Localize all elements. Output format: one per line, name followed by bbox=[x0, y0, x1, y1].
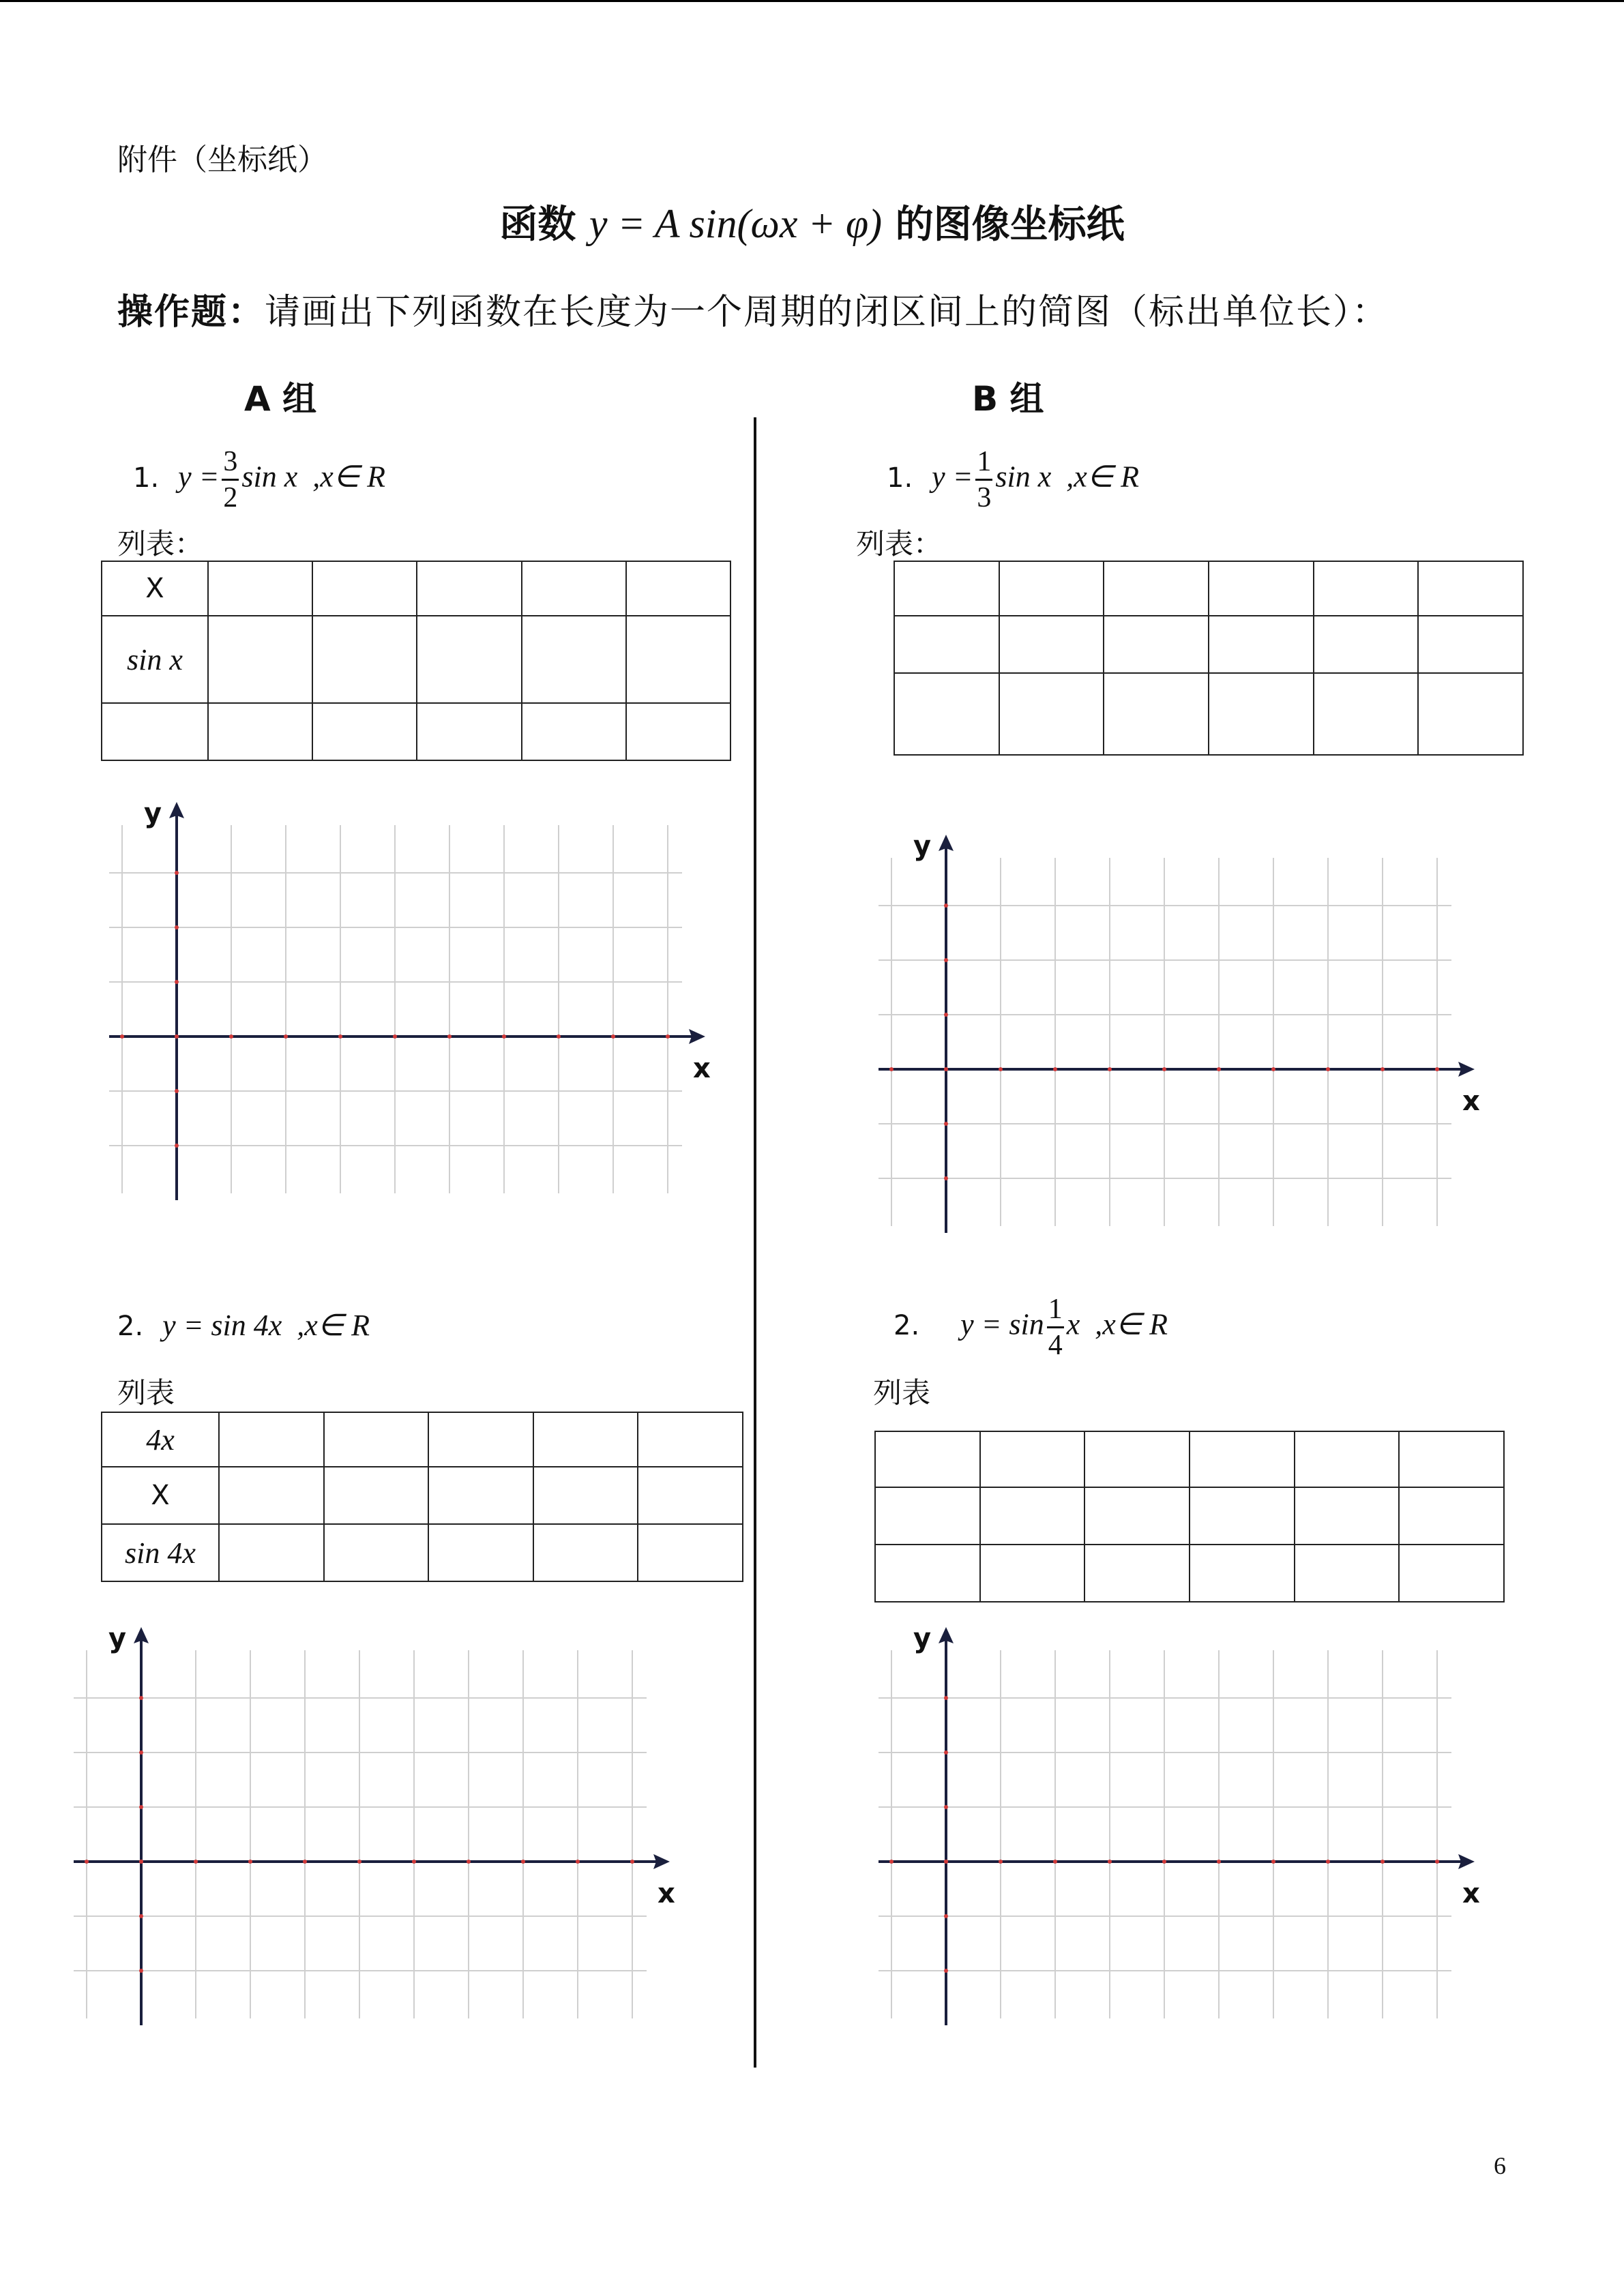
table-cell[interactable] bbox=[999, 561, 1104, 616]
axis-tick bbox=[139, 1696, 143, 1700]
table-cell[interactable] bbox=[999, 616, 1104, 673]
axis-tick bbox=[1217, 1860, 1221, 1864]
table-cell[interactable] bbox=[208, 616, 312, 703]
b2-number: 2. bbox=[894, 1309, 920, 1341]
b2-fraction bbox=[1047, 1292, 1064, 1362]
b2-domain: ,x∈ R bbox=[1095, 1307, 1168, 1341]
column-divider bbox=[754, 417, 756, 2068]
axis-tick bbox=[944, 1805, 948, 1809]
axis-tick bbox=[467, 1860, 471, 1864]
table-cell[interactable] bbox=[1314, 673, 1419, 755]
table-cell[interactable] bbox=[533, 1524, 638, 1581]
table-cell[interactable] bbox=[1104, 673, 1209, 755]
y-axis-label: y bbox=[144, 798, 162, 829]
table-cell[interactable] bbox=[533, 1412, 638, 1467]
axis-tick bbox=[944, 1067, 948, 1071]
b1-rhs: sin x bbox=[995, 460, 1052, 494]
b1-list-label: 列表： bbox=[856, 527, 943, 561]
a1-rhs: sin x bbox=[241, 460, 298, 494]
axis-tick bbox=[175, 871, 179, 875]
table-cell[interactable] bbox=[533, 1467, 638, 1524]
table-cell[interactable] bbox=[1418, 673, 1523, 755]
axis-tick bbox=[889, 1860, 894, 1864]
a2-row-label-2: X bbox=[102, 1467, 219, 1524]
axis-tick bbox=[175, 1089, 179, 1093]
b2-frac-num: 1 bbox=[1047, 1292, 1064, 1328]
b2-lhs: y = sin bbox=[960, 1307, 1044, 1341]
b1-frac-den: 3 bbox=[977, 482, 992, 513]
b1-domain: ,x∈ R bbox=[1066, 460, 1140, 494]
axis-tick bbox=[1381, 1067, 1385, 1071]
axis-tick bbox=[611, 1034, 615, 1039]
table-cell[interactable] bbox=[638, 1412, 743, 1467]
axis-tick bbox=[1271, 1860, 1275, 1864]
axis-tick bbox=[666, 1034, 670, 1039]
b2-rhs: x bbox=[1066, 1307, 1080, 1341]
axis-tick bbox=[248, 1860, 252, 1864]
table-cell[interactable] bbox=[219, 1412, 324, 1467]
axis-tick bbox=[1326, 1860, 1330, 1864]
table-cell[interactable] bbox=[875, 1431, 980, 1487]
axis-tick bbox=[175, 925, 179, 929]
y-axis-label: y bbox=[108, 1623, 127, 1654]
axis-tick bbox=[944, 1122, 948, 1126]
task-label: 操作题： bbox=[117, 291, 265, 333]
table-cell[interactable] bbox=[1084, 1431, 1190, 1487]
table-cell[interactable] bbox=[208, 561, 312, 616]
table-cell[interactable] bbox=[1314, 616, 1419, 673]
axis-tick bbox=[357, 1860, 361, 1864]
axis-tick bbox=[521, 1860, 525, 1864]
table-cell[interactable] bbox=[894, 673, 999, 755]
axis-tick bbox=[944, 904, 948, 908]
axis-tick bbox=[1217, 1067, 1221, 1071]
table-cell[interactable] bbox=[1190, 1487, 1295, 1545]
a1-row-label-1: X bbox=[102, 561, 208, 616]
axis-tick bbox=[944, 1013, 948, 1017]
axis-tick bbox=[1053, 1067, 1057, 1071]
table-cell[interactable] bbox=[324, 1467, 429, 1524]
table-cell[interactable] bbox=[875, 1487, 980, 1545]
axis-tick bbox=[1326, 1067, 1330, 1071]
x-axis-label: x bbox=[1462, 1878, 1480, 1909]
title-suffix: 的图像坐标纸 bbox=[882, 202, 1125, 247]
table-cell[interactable] bbox=[428, 1524, 533, 1581]
axis-tick bbox=[944, 1696, 948, 1700]
b2-frac-den: 4 bbox=[1048, 1330, 1063, 1361]
a2-row-label-3: sin 4x bbox=[102, 1524, 219, 1581]
b1-fraction bbox=[975, 445, 992, 515]
table-cell[interactable] bbox=[1104, 616, 1209, 673]
table-cell[interactable] bbox=[626, 561, 730, 616]
axis-tick bbox=[502, 1034, 506, 1039]
a2-table bbox=[101, 1412, 743, 1582]
table-cell[interactable] bbox=[1418, 616, 1523, 673]
table-cell[interactable] bbox=[219, 1524, 324, 1581]
axis-tick bbox=[447, 1034, 452, 1039]
axis-tick bbox=[944, 1176, 948, 1180]
axis-tick bbox=[557, 1034, 561, 1039]
table-cell[interactable] bbox=[312, 561, 417, 616]
axis-tick bbox=[412, 1860, 416, 1864]
a2-problem bbox=[117, 1308, 370, 1343]
table-cell[interactable] bbox=[1209, 616, 1314, 673]
b1-lhs: y = bbox=[932, 460, 973, 494]
axis-tick bbox=[120, 1034, 124, 1039]
title-prefix: 函数 bbox=[499, 202, 589, 247]
axis-tick bbox=[139, 1914, 143, 1918]
axis-tick bbox=[139, 1969, 143, 1973]
page-number: 6 bbox=[1494, 2152, 1506, 2179]
axis-tick bbox=[175, 1144, 179, 1148]
table-cell[interactable] bbox=[1295, 1487, 1400, 1545]
table-cell[interactable] bbox=[219, 1467, 324, 1524]
table-cell[interactable] bbox=[1209, 673, 1314, 755]
a2-coordinate-grid[interactable] bbox=[74, 1623, 688, 2059]
axis-tick bbox=[1108, 1067, 1112, 1071]
table-cell[interactable] bbox=[417, 703, 521, 760]
task-text: 请画出下列函数在长度为一个周期的闭区间上的简图（标出单位长）： bbox=[265, 292, 1389, 333]
table-cell[interactable] bbox=[312, 703, 417, 760]
table-cell[interactable] bbox=[626, 703, 730, 760]
b2-coordinate-grid[interactable] bbox=[879, 1623, 1492, 2059]
axis-tick bbox=[999, 1860, 1003, 1864]
axis-tick bbox=[229, 1034, 233, 1039]
axis-tick bbox=[139, 1860, 143, 1864]
group-b-title: B 组 bbox=[972, 379, 1044, 419]
axis-tick bbox=[1271, 1067, 1275, 1071]
axis-tick bbox=[1435, 1067, 1439, 1071]
table-cell[interactable] bbox=[1104, 561, 1209, 616]
a1-number: 1. bbox=[133, 462, 160, 494]
axis-tick bbox=[999, 1067, 1003, 1071]
table-cell[interactable] bbox=[638, 1524, 743, 1581]
axis-tick bbox=[944, 958, 948, 962]
axis-tick bbox=[139, 1805, 143, 1809]
table-cell[interactable] bbox=[638, 1467, 743, 1524]
axis-tick bbox=[1053, 1860, 1057, 1864]
table-cell[interactable] bbox=[894, 616, 999, 673]
axis-tick bbox=[944, 1860, 948, 1864]
b1-number: 1. bbox=[887, 462, 913, 494]
table-cell[interactable] bbox=[894, 561, 999, 616]
table-cell[interactable] bbox=[1190, 1431, 1295, 1487]
axis-tick bbox=[944, 1750, 948, 1755]
table-cell[interactable] bbox=[1399, 1431, 1504, 1487]
table-cell[interactable] bbox=[980, 1487, 1085, 1545]
table-cell[interactable] bbox=[1084, 1487, 1190, 1545]
b1-frac-num: 1 bbox=[975, 445, 992, 481]
table-cell[interactable] bbox=[312, 616, 417, 703]
b1-coordinate-grid[interactable] bbox=[879, 831, 1492, 1267]
axis-tick bbox=[139, 1750, 143, 1755]
a2-row-label-1: 4x bbox=[102, 1412, 219, 1467]
table-cell[interactable] bbox=[1209, 561, 1314, 616]
table-cell[interactable] bbox=[324, 1412, 429, 1467]
b1-table bbox=[894, 561, 1524, 756]
a1-row-label-3 bbox=[102, 703, 208, 760]
a1-table bbox=[101, 561, 731, 761]
table-cell[interactable] bbox=[417, 561, 521, 616]
y-axis-label: y bbox=[913, 831, 932, 862]
group-a-title: A 组 bbox=[244, 379, 317, 419]
b2-problem bbox=[894, 1292, 1168, 1362]
x-axis-label: x bbox=[1462, 1086, 1480, 1117]
table-cell[interactable] bbox=[428, 1412, 533, 1467]
a1-frac-den: 2 bbox=[223, 482, 238, 513]
axis-tick bbox=[889, 1067, 894, 1071]
axis-tick bbox=[175, 1034, 179, 1039]
axis-tick bbox=[944, 1969, 948, 1973]
a1-domain: ,x∈ R bbox=[312, 460, 386, 494]
a1-frac-num: 3 bbox=[222, 445, 239, 481]
title-formula: y = A sin(ωx + φ) bbox=[589, 201, 883, 246]
axis-tick bbox=[630, 1860, 634, 1864]
axis-tick bbox=[1108, 1860, 1112, 1864]
a1-list-label: 列表： bbox=[117, 527, 204, 561]
table-cell[interactable] bbox=[1399, 1487, 1504, 1545]
table-cell[interactable] bbox=[428, 1467, 533, 1524]
table-cell[interactable] bbox=[626, 616, 730, 703]
axis-tick bbox=[85, 1860, 89, 1864]
table-cell[interactable] bbox=[324, 1524, 429, 1581]
table-cell[interactable] bbox=[875, 1545, 980, 1602]
table-cell[interactable] bbox=[522, 703, 626, 760]
attachment-label: 附件（坐标纸） bbox=[117, 143, 327, 177]
a1-row-label-2: sin x bbox=[102, 616, 208, 703]
a2-number: 2. bbox=[117, 1311, 144, 1342]
b2-list-label: 列表 bbox=[873, 1376, 931, 1410]
a1-problem bbox=[133, 445, 385, 515]
table-cell[interactable] bbox=[1295, 1545, 1400, 1602]
axis-tick bbox=[194, 1860, 198, 1864]
axis-tick bbox=[944, 1914, 948, 1918]
axis-tick bbox=[303, 1860, 307, 1864]
table-cell[interactable] bbox=[417, 616, 521, 703]
axis-tick bbox=[1162, 1067, 1166, 1071]
table-cell[interactable] bbox=[1295, 1431, 1400, 1487]
y-axis-label: y bbox=[913, 1623, 932, 1654]
table-cell[interactable] bbox=[1190, 1545, 1295, 1602]
a1-coordinate-grid[interactable] bbox=[109, 798, 723, 1234]
task-instruction bbox=[117, 283, 1389, 334]
axis-tick bbox=[284, 1034, 288, 1039]
x-axis-label: x bbox=[693, 1053, 711, 1084]
a2-expression: y = sin 4x bbox=[162, 1309, 282, 1342]
table-cell[interactable] bbox=[980, 1431, 1085, 1487]
a1-lhs: y = bbox=[178, 460, 220, 494]
table-cell[interactable] bbox=[1314, 561, 1419, 616]
axis-tick bbox=[338, 1034, 342, 1039]
axis-tick bbox=[1381, 1860, 1385, 1864]
page-title bbox=[0, 194, 1624, 249]
a2-domain: ,x∈ R bbox=[297, 1309, 370, 1342]
axis-tick bbox=[175, 980, 179, 984]
table-cell[interactable] bbox=[1418, 561, 1523, 616]
table-cell[interactable] bbox=[1399, 1545, 1504, 1602]
axis-tick bbox=[576, 1860, 580, 1864]
table-cell[interactable] bbox=[999, 673, 1104, 755]
a1-fraction bbox=[222, 445, 239, 515]
x-axis-label: x bbox=[658, 1878, 675, 1909]
b1-problem bbox=[887, 445, 1139, 515]
table-cell[interactable] bbox=[1084, 1545, 1190, 1602]
b2-table bbox=[874, 1431, 1505, 1602]
table-cell[interactable] bbox=[208, 703, 312, 760]
axis-tick bbox=[1435, 1860, 1439, 1864]
table-cell[interactable] bbox=[522, 616, 626, 703]
top-border bbox=[0, 0, 1624, 2]
table-cell[interactable] bbox=[980, 1545, 1085, 1602]
axis-tick bbox=[1162, 1860, 1166, 1864]
table-cell[interactable] bbox=[522, 561, 626, 616]
axis-tick bbox=[393, 1034, 397, 1039]
a2-list-label: 列表 bbox=[117, 1376, 175, 1410]
